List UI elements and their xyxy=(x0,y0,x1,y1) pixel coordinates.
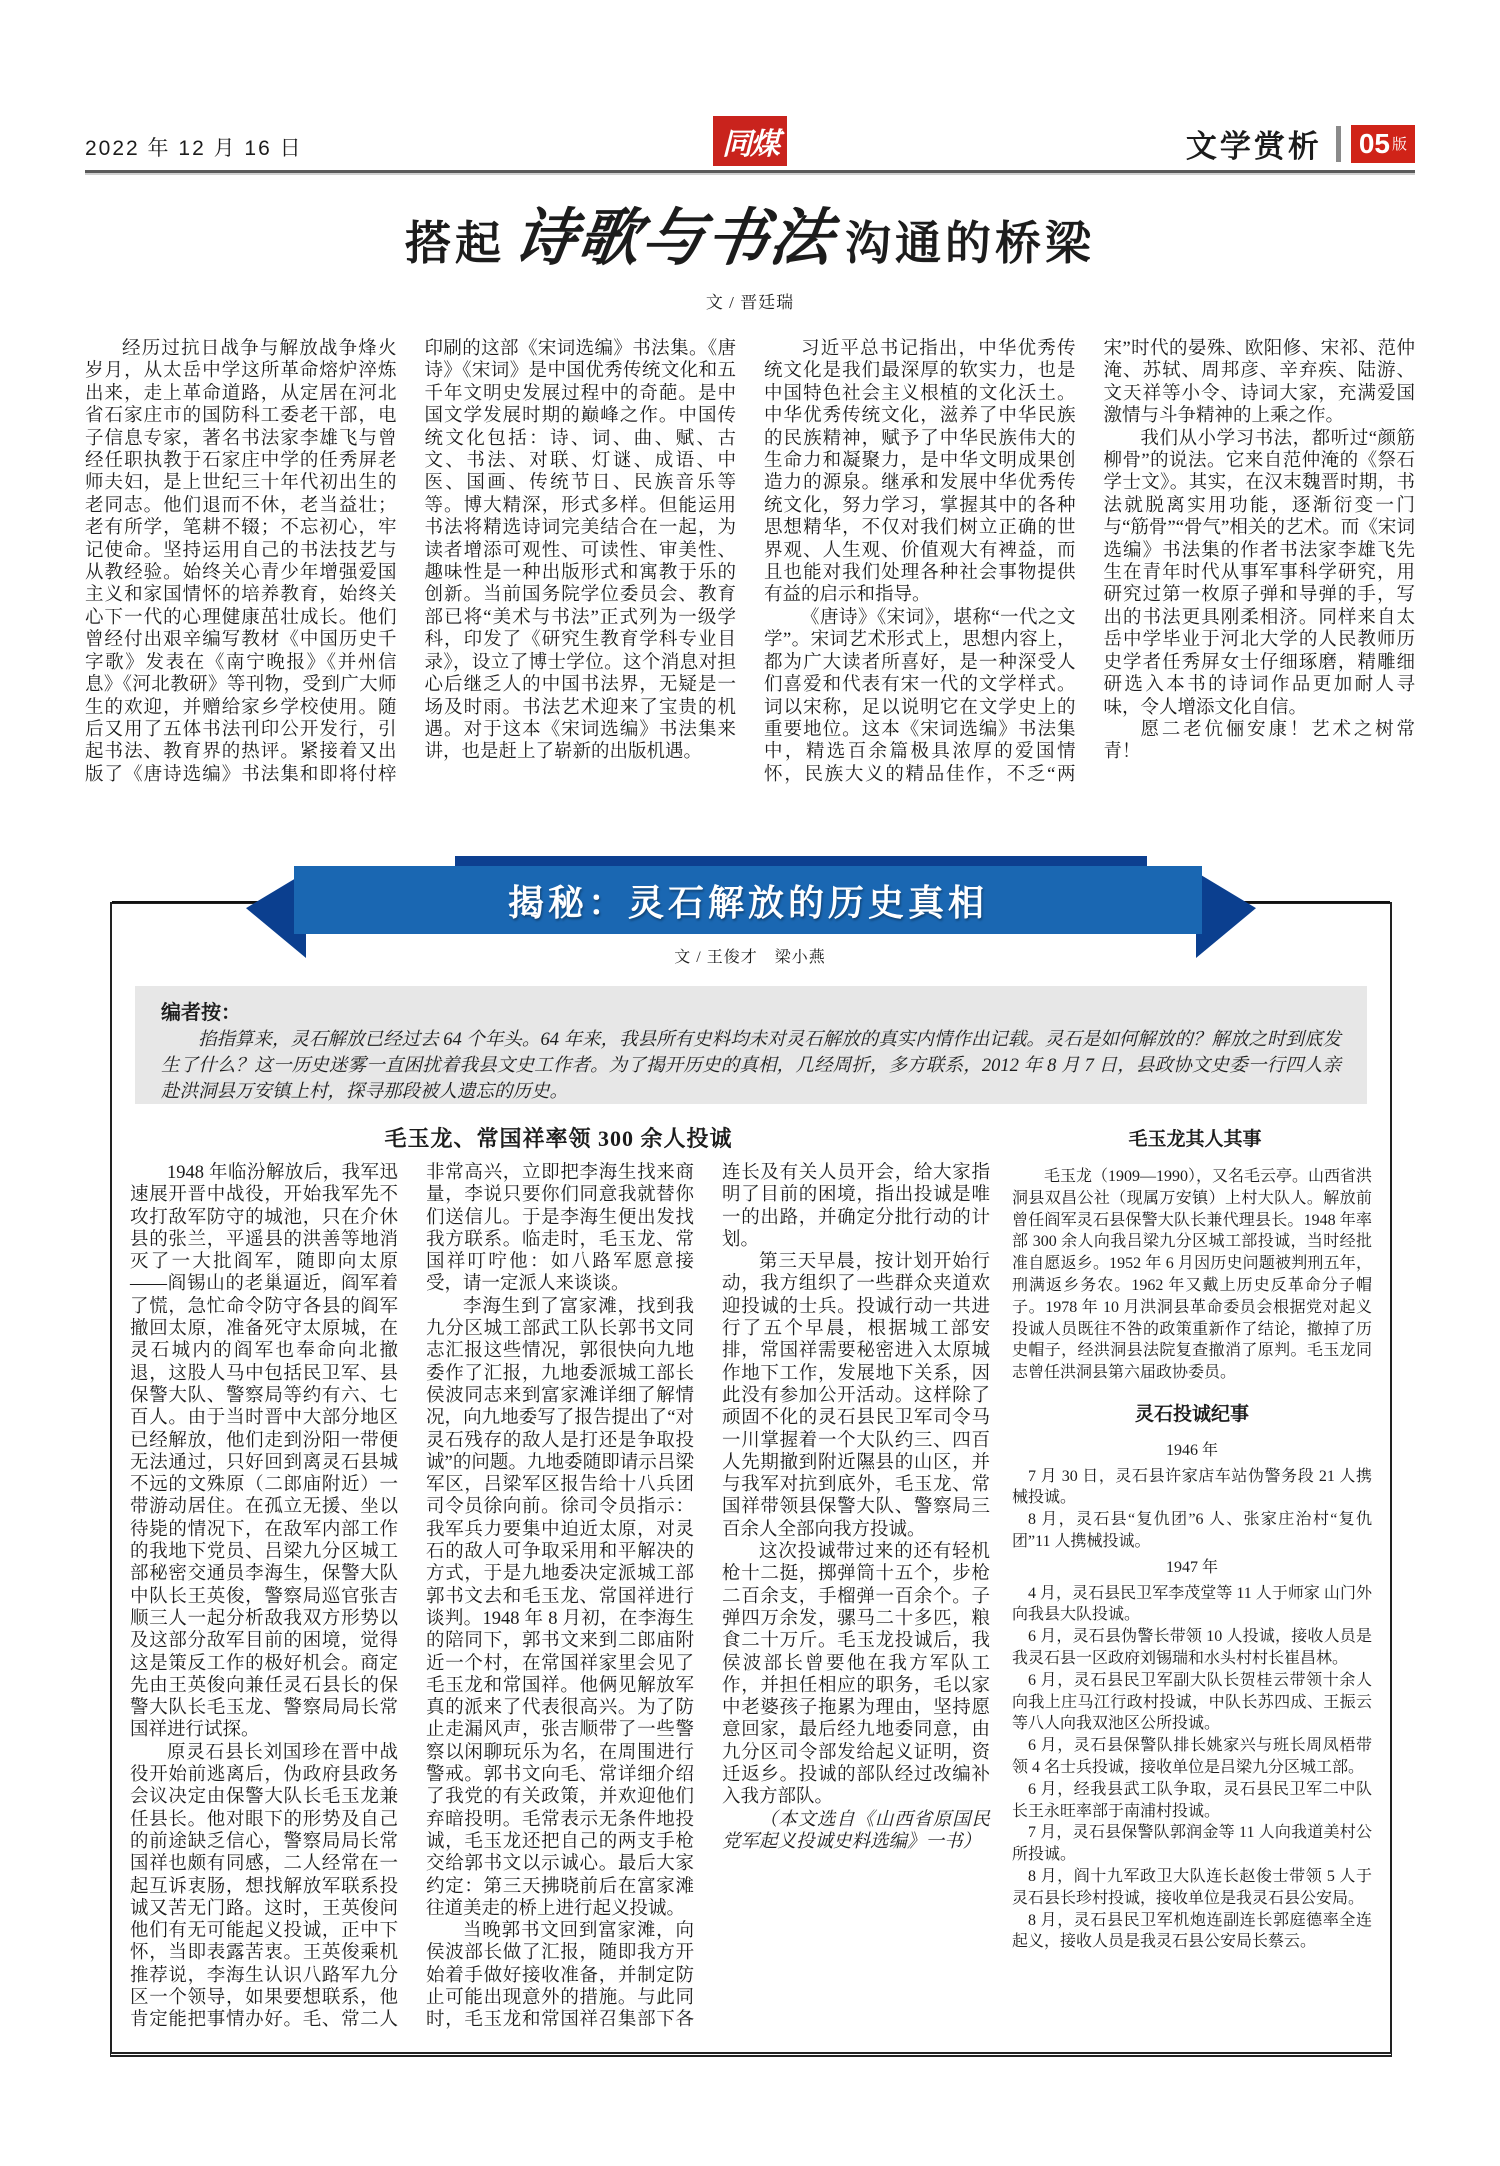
chronicle-entry: 6 月，经我县武工队争取，灵石县民卫军二中队长王永旺率部于南浦村投诚。 xyxy=(1012,1780,1372,1820)
article1-paragraph: 愿二老伉俪安康！艺术之树常青！ xyxy=(1103,719,1415,763)
masthead xyxy=(85,116,1415,168)
chronicle-entry: 8 月，灵石县“复仇团”6 人、张家庄治村“复仇团”11 人携械投诚。 xyxy=(1012,1511,1372,1550)
page-number: 05 xyxy=(1358,127,1390,159)
story-paragraph: 第三天早晨，按计划开始行动，我方组织了一些群众夹道欢迎投诚的士兵。投诚行动一共进行了五个早晨，根据城工部安排，常国祥需要秘密进入太原城作地下工作，发展地下关系，因此没有参加公开活动。这样除了顽固不化的灵石县民卫军司令马一川掌握着一个大队约三、四百人先期撤到附近隰县的山区，并与我军对抗到底外，毛玉龙、常国祥带领县保警大队、警察局三百余人全部向我方投诚。 xyxy=(722,1252,990,1540)
chronicle-entry: 8 月，阎十九军政卫大队连长赵俊士带领 5 人于灵石县长珍村投诚，接收单位是我灵石县公安局。 xyxy=(1012,1867,1372,1907)
story-body xyxy=(130,1162,990,2046)
article1-paragraph: 《唐诗》《宋词》，堪称“一代之文学”。宋词艺术形式上，思想内容上，都为广大读者所喜好，是一种深受人们喜爱和代表有宋一代的文学样式。词以宋称，足以说明它在文学史上的重要地位。这本《宋词选编》书法集中，精选百余篇极具浓厚的爱国情怀，民族大义的精品佳作，不乏“两宋”时代的晏殊、欧阳修、宋祁、范仲淹、苏轼、周邦彦、辛弃疾、陆游、文天祥等小令、诗词大家，充满爱国激情与斗争精神的上乘之作。 xyxy=(764,339,1415,785)
chronicle-entry: 6 月，灵石县保警队排长姚家兴与班长周凤梧带领 4 名士兵投诚，接收单位是吕梁九分区城工部。 xyxy=(1012,1737,1372,1776)
newspaper-logo: 同煤 xyxy=(713,116,787,166)
editor-note-label: 编者按： xyxy=(161,1002,241,1024)
article1-title xyxy=(0,188,1500,277)
story-paragraph: 1948 年临汾解放后，我军迅速展开晋中战役，开始我军先不攻打敌军防守的城池，只在介休县的张兰，平遥县的洪善等地消灭了一大批阎军，随即向太原——阎锡山的老巢逼近，阎军着了慌，急忙命令防守各县的阎军撤回太原，准备死守太原城，在灵石城内的阎军也奉命向北撤退，这股人马中包括民卫军、县保警大队、警察局等约有六、七百人。由于当时晋中大部分地区已经解放，他们走到汾阳一带便无法通过，只好回到离灵石县城不远的文殊原（二郎庙附近）一带游动居住。在孤立无援、坐以待毙的情况下，在敌军内部工作的我地下党员、吕梁九分区城工部秘密交通员李海生，保警大队中队长王英俊，警察局巡官张吉顺三人一起分析敌我双方形势以及这部分敌军目前的困境，觉得这是策反工作的极好机会。商定先由王英俊向兼任灵石县长的保警大队长毛玉龙、警察局局长常国祥进行试探。 xyxy=(130,1163,398,1741)
chronicle-entries-1946 xyxy=(1012,1466,1372,1553)
sidebar xyxy=(1012,1166,1372,2046)
issue-date: 2022 年 12 月 16 日 xyxy=(85,137,303,160)
editor-note-text: 掐指算来，灵石解放已经过去 64 个年头。64 年来，我县所有史料均未对灵石解放的真实内情作出记载。灵石是如何解放的？解放之时到底发生了什么？这一历史迷雾一直困扰着我县文史工作者。为了揭开历史的真相，几经周折，多方联系，2012 年 8 月 7 日，县政协文史委一行四人亲赴洪洞县万安镇上村，探寻那段被人遗忘的历史。 xyxy=(161,1030,1341,1102)
chronicle-entry: 6 月，灵石县伪警长带领 10 人投诚，接收人员是我灵石县一区政府刘锡瑞和水头村村长崔昌林。 xyxy=(1012,1628,1372,1667)
article1-paragraph: 我们从小学习书法，都听过“颜筋柳骨”的说法。它来自范仲淹的《祭石学士文》。其实，在汉末魏晋时期，书法就脱离实用功能，逐渐衍变一门与“筋骨”“骨气”相关的艺术。而《宋词选编》书法集的作者书法家李雄飞先生在青年时代从事军事科学研究，用研究过第一枚原子弹和导弹的手，写出的书法更具刚柔相济。同样来自太岳中学毕业于河北大学的人民教师历史学者任秀屏女士仔细琢磨，精雕细研选入本书的诗词作品更加耐人寻味，令人增添文化自信。 xyxy=(1103,428,1415,718)
article1-byline: 文 / 晋廷瑞 xyxy=(705,293,795,312)
story-heading: 毛玉龙、常国祥率领 300 余人投诚 xyxy=(384,1126,733,1151)
article1-title-pre: 搭起 xyxy=(404,218,505,269)
story-source-note: （本文选自《山西省原国民党军起义投诚史料选编》一书） xyxy=(722,1809,990,1852)
article1-paragraph: 经历过抗日战争与解放战争烽火岁月，从太岳中学这所革命熔炉淬炼出来，走上革命道路，从定居在河北省石家庄市的国防科工委老干部，电子信息专家，著名书法家李雄飞与曾经任职执教于石家庄中学的任秀屏老师夫妇，是上世纪三十年代初出生的老同志。他们退而不休，老当益壮；老有所学，笔耕不辍；不忘初心，牢记使命。坚持运用自己的书法技艺与从教经验。始终关心青少年增强爱国主义和家国情怀的培养教育，始终关心下一代的心理健康茁壮成长。他们曾经付出艰辛编写教材《中国历史千字歌》发表在《南宁晚报》《并州信息》《河北教研》等刊物，受到广大师生的欢迎，并赠给家乡学校使用。随后又用了五体书法刊印公开发行，引起书法、教育界的热评。紧接着又出版了《唐诗选编》书法集和即将付梓印刷的这部《宋词选编》书法集。《唐诗》《宋词》是中国优秀传统文化和五千年文明史发展过程中的奇葩。是中国文学发展时期的巅峰之作。中国传统文化包括：诗、词、曲、赋、古文、书法、对联、灯谜、成语、中医、国画、传统节日、民族音乐等等。博大精深，形式多样。但能运用书法将精选诗词完美结合在一起，为读者增添可观性、可读性、审美性、趣味性是一种出版形式和寓教于乐的创新。当前国务院学位委员会、教育部已将“美术与书法”正式列为一级学科，印发了《研究生教育学科专业目录》，设立了博士学位。这个消息对担心后继乏人的中国书法界，无疑是一场及时雨。书法艺术迎来了宝贵的机遇。对于这本《宋词选编》书法集来讲，也是赶上了崭新的出版机遇。 xyxy=(85,339,736,785)
section-divider xyxy=(1336,126,1341,162)
page-number-badge xyxy=(1351,125,1415,163)
story-paragraph: 当晚郭书文回到富家滩，向侯波部长做了汇报，随即我方开始着手做好接收准备，并制定防止可能出现意外的措施。与此同时，毛玉龙和常国祥召集部下各连长及有关人员开会，给大家指明了目前的困境，指出投诚是唯一的出路，并确定分批行动的计划。 xyxy=(426,1163,990,2031)
story-paragraph: 原灵石县长刘国珍在晋中战役开始前逃离后，伪政府县政务会议决定由保警大队长毛玉龙兼任县长。他对眼下的形势及自己的前途缺乏信心，警察局局长常国祥也颇有同感，二人经常在一起互诉衷肠，想找解放军联系投诚又苦无门路。这时，王英俊问他们有无可能起义投诚，正中下怀，当即表露苦衷。王英俊乘机推荐说，李海生认识八路军九分区一个领导，如果要想联系，他肯定能把事情办好。毛、常二人非常高兴，立即把李海生找来商量，李说只要你们同意我就替你们送信儿。于是李海生便出发找我方联系。临走时，毛玉龙、常国祥叮咛他：如八路军愿意接受，请一定派人来谈谈。 xyxy=(130,1163,694,2031)
section-title: 文学赏析 xyxy=(1185,129,1322,164)
page-number-suffix: 版 xyxy=(1391,137,1407,153)
sidebar-heading: 毛玉龙其人其事 xyxy=(1128,1129,1262,1150)
chronicle-year-1947: 1947 年 xyxy=(1165,1558,1218,1576)
chronicle-entry: 7 月，灵石县保警队郭润金等 11 人向我道美村公所投诚。 xyxy=(1012,1824,1372,1864)
sidebar-bio: 毛玉龙（1909—1990），又名毛云亭。山西省洪洞县双昌公社（现属万安镇）上村大队人。解放前曾任阎军灵石县保警大队长兼代理县长。1948 年率部 300 余人向我吕梁九分区城工部投诚，当时经批准自愿返乡。1952 年 6 月因历史问题被判刑五年，刑满返乡务农。1962 年又戴上历史反革命分子帽子。1978 年 10 月洪洞县革命委员会根据党对起义投诚人员既往不咎的政策重新作了结论，撤掉了历史帽子，经洪洞县法院复查撤消了原判。毛玉龙同志曾任洪洞县第六届政协委员。 xyxy=(1012,1168,1373,1382)
chronicle-entries-1947 xyxy=(1012,1583,1372,1954)
story-paragraph: 李海生到了富家滩，找到我九分区城工部武工队长郭书文同志汇报这些情况，郭很快向九地委作了汇报，九地委派城工部长侯波同志来到富家滩详细了解情况，向九地委写了报告提出了“对灵石残存的敌人是打还是争取投诚”的问题。九地委随即请示吕梁军区，吕梁军区报告给十八兵团司令员徐向前。徐司令员指示：我军兵力要集中迫近太原，对灵石的敌人可争取采用和平解决的方式，于是九地委决定派城工部郭书文去和毛玉龙、常国祥进行谈判。1948 年 8 月初，在李海生的陪同下，郭书文来到二郎庙附近一个村，在常国祥家里会见了毛玉龙和常国祥。他俩见解放军真的派来了代表很高兴。为了防止走漏风声，张吉顺带了一些警察以闲聊玩乐为名，在周围进行警戒。郭书文向毛、常详细介绍了我党的有关政策，并欢迎他们弃暗投明。毛常表示无条件地投诚，毛玉龙还把自己的两支手枪交给郭书文以示诚心。最后大家约定：第三天拂晓前后在富家滩往道美走的桥上进行起义投诚。 xyxy=(426,1296,694,1919)
article1-title-calligraphy: 诗歌与书法 xyxy=(509,205,839,273)
chronicle-year-1946: 1946 年 xyxy=(1165,1441,1218,1459)
article1-paragraph: 习近平总书记指出，中华优秀传统文化是我们最深厚的软实力，也是中国特色社会主义根植的文化沃土。中华优秀传统文化，滋养了中华民族的民族精神，赋予了中华民族伟大的生命力和凝聚力，是中华文明成果创造力的源泉。继承和发展中华优秀传统文化，努力学习，掌握其中的各种思想精华，不仅对我们树立正确的世界观、人生观、价值观大有裨益，而且也能对我们处理各种社会事物提供有益的启示和指导。 xyxy=(764,339,1076,606)
article1-body xyxy=(85,338,1415,800)
chronicle-entry: 8 月，灵石县民卫军机炮连副连长郭庭德率全连起义，接收人员是我灵石县公安局长蔡云。 xyxy=(1012,1911,1372,1951)
article2-banner xyxy=(294,866,1202,934)
story-paragraph: 这次投诚带过来的还有轻机枪十二挺，掷弹筒十五个，步枪二百余支，手榴弹一百余个。子弹四万余发，骡马二十多匹，粮食二十万斤。毛玉龙投诚后，我侯波部长曾要他在我方军队工作，并担任相应的职务，毛以家中老婆孩子拖累为理由，坚持愿意回家，最后经九地委同意，由九分区司令部发给起义证明，资迁返乡。投诚的部队经过改编补入我方部队。 xyxy=(722,1542,990,1808)
chronicle-entry: 4 月，灵石县民卫军李茂堂等 11 人于师家 山门外向我县大队投诚。 xyxy=(1012,1584,1372,1624)
chronicle-entry: 6 月，灵石县民卫军副大队长贺桂云带领十余人向我上庄马江行政村投诚，中队长苏四成、王振云等八人向我双池区公所投诚。 xyxy=(1012,1671,1372,1733)
article2-byline: 文 / 王俊才 梁小燕 xyxy=(674,949,826,966)
article1-title-post: 沟通的桥梁 xyxy=(845,218,1095,269)
chronicle-entry: 7 月 30 日，灵石县许家店车站伪警务段 21 人携械投诚。 xyxy=(1012,1467,1372,1507)
masthead-rule xyxy=(85,170,1415,173)
sidebar-subheading: 灵石投诚纪事 xyxy=(1134,1403,1249,1425)
article2-banner-title: 揭秘：灵石解放的历史真相 xyxy=(507,881,988,923)
section-header xyxy=(1186,121,1415,166)
editor-note-box xyxy=(135,986,1367,1104)
